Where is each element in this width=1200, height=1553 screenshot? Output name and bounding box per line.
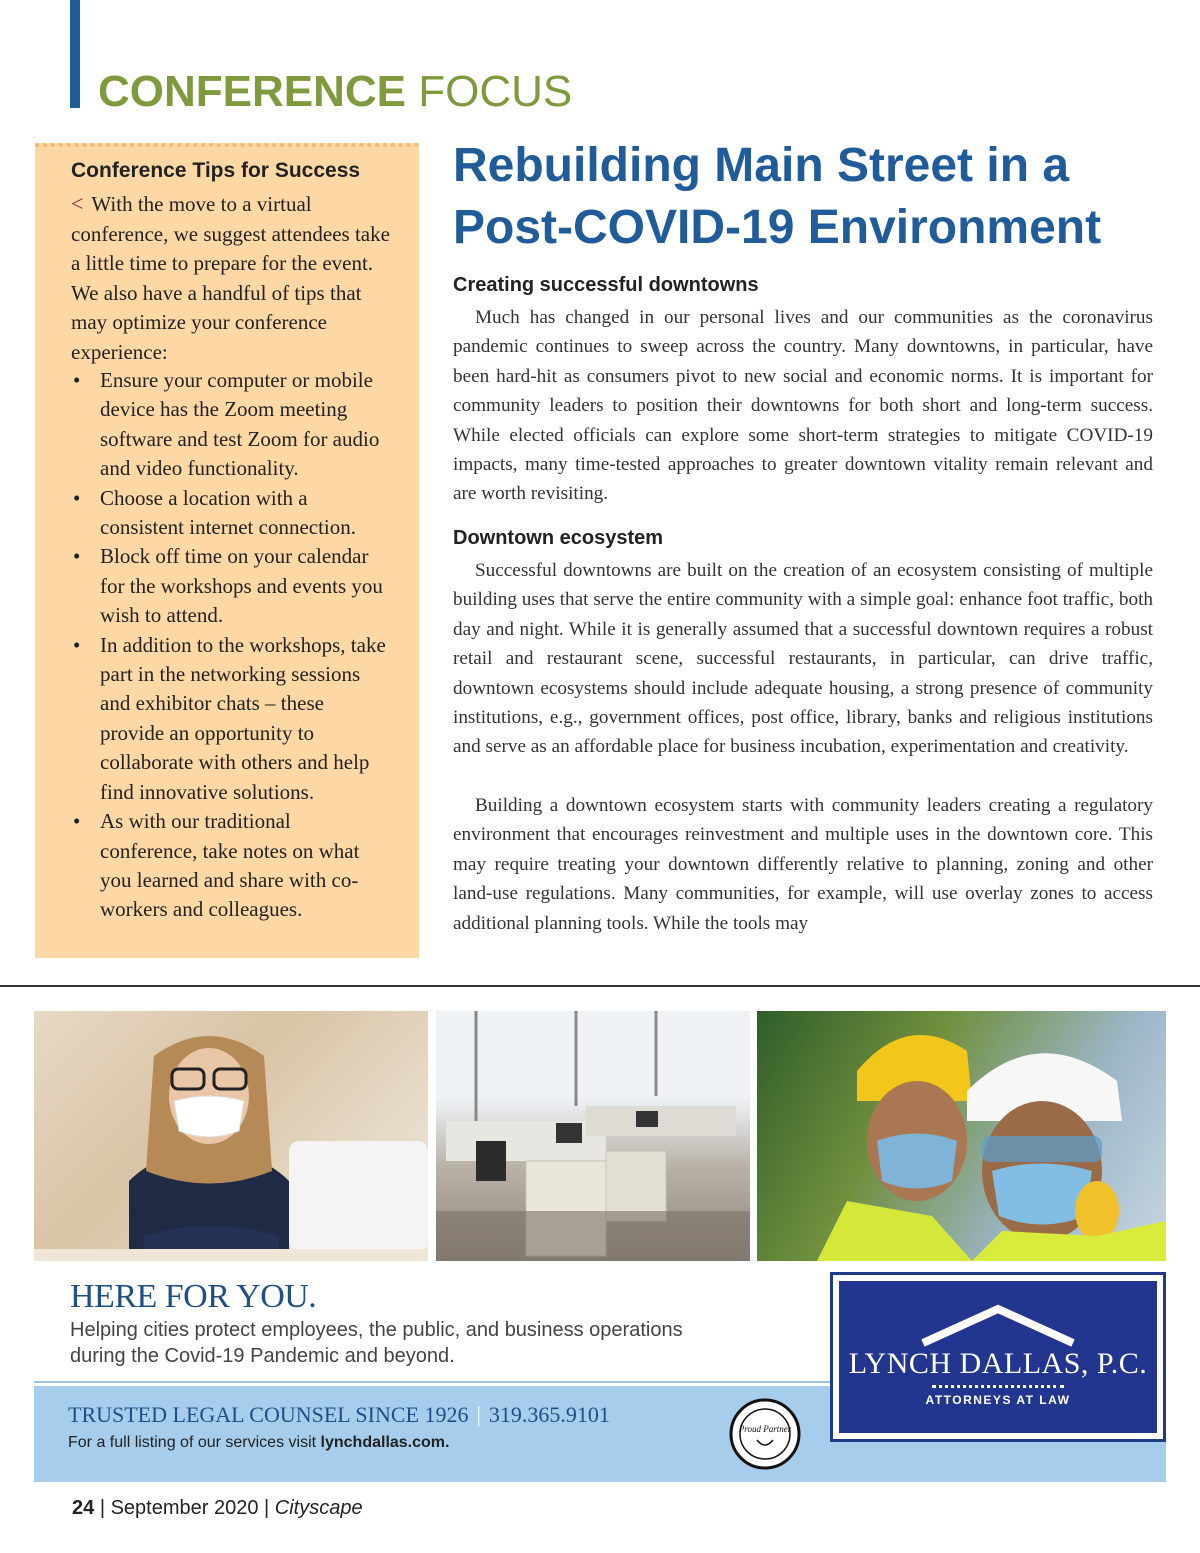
- tip-text: In addition to the workshops, take part in the networking sessions and exhibitor chats – these provide an opportunity to collaborate with others and help find innovative solutions.: [100, 632, 386, 804]
- ad-subheading: Helping cities protect employees, the public, and business operations during the Covid-19 Pandemic and beyond.: [70, 1319, 683, 1367]
- ad-tagline: TRUSTED LEGAL COUNSEL SINCE 1926: [68, 1402, 469, 1427]
- section-divider: [0, 985, 1200, 987]
- logo-dotted-rule: [932, 1385, 1064, 1388]
- bullet-icon: •: [73, 485, 81, 510]
- ad-photo-woman-mask: [34, 1011, 428, 1261]
- publication-name: Cityscape: [274, 1497, 363, 1519]
- footer-separator: |: [264, 1497, 270, 1519]
- article-paragraph: Building a downtown ecosystem starts with community leaders creating a regulatory environment that encourages reinvestment and multiple uses in the downtown core. This may require treating your downtown differently relative to planning, zoning and other land-use regulations. Many communities, for example, will use overlay zones to access additional planning tools. While the tools may: [453, 795, 1153, 934]
- logo-panel: [839, 1281, 1157, 1433]
- article-title: Rebuilding Main Street in a Post-COVID-19 Environment: [453, 139, 1102, 254]
- tips-sidebar: [35, 143, 419, 958]
- ad-tagline-line: [68, 1402, 610, 1428]
- footer-separator: |: [99, 1497, 106, 1519]
- ad-heading: HERE FOR YOU.: [70, 1278, 317, 1315]
- ad-thin-rule: [34, 1381, 830, 1383]
- ad-phone[interactable]: 319.365.9101: [488, 1402, 610, 1427]
- tips-intro-text: With the move to a virtual conference, we suggest attendees take a little time to prepare for the event. We also have a handful of tips that may optimize your conference experience:: [71, 192, 390, 364]
- roof-icon: [919, 1303, 1077, 1347]
- tip-item: [71, 542, 391, 630]
- tips-title: Conference Tips for Success: [71, 159, 361, 182]
- footer-date: September 2020: [110, 1497, 259, 1519]
- tips-list: [71, 366, 391, 925]
- page-number: 24: [72, 1497, 95, 1519]
- office-illustration: [436, 1011, 750, 1261]
- tips-intro: [71, 189, 391, 367]
- partner-seal-icon: [729, 1398, 801, 1470]
- logo-name: LYNCH DALLAS, P.C.: [848, 1347, 1148, 1380]
- chevron-left-icon: <: [71, 191, 84, 216]
- page-footer: [72, 1497, 363, 1520]
- tip-item: [71, 807, 391, 925]
- ad-photo-construction-workers: [757, 1011, 1166, 1261]
- section-heading: [98, 68, 572, 116]
- tip-item: [71, 631, 391, 807]
- construction-workers-illustration: [757, 1011, 1166, 1261]
- article-subheading: Creating successful downtowns: [453, 274, 759, 296]
- tip-item: [71, 366, 391, 484]
- ad-photo-empty-office: [436, 1011, 750, 1261]
- bullet-icon: •: [73, 809, 81, 834]
- ad-website-link[interactable]: lynchdallas.com.: [320, 1434, 450, 1451]
- ad-listing-line: [68, 1434, 449, 1452]
- logo-tagline: ATTORNEYS AT LAW: [925, 1393, 1071, 1407]
- ad-listing-prefix: For a full listing of our services visit: [68, 1434, 317, 1451]
- bullet-icon: •: [73, 544, 81, 569]
- article-paragraph: Successful downtowns are built on the creation of an ecosystem consisting of multiple building uses that serve the entire community with a simple goal: enhance foot traffic, both day and night. While it is generally assumed that a successful downtown requires a robust retail and restaurant scene, successful restaurants, in particular, can drive traffic, downtown ecosystems should include adequate housing, a strong presence of community institutions, e.g., government offices, post office, library, banks and religious institutions and serve as an affordable place for business incubation, experimentation and creativity.: [453, 560, 1153, 758]
- article-paragraph: Much has changed in our personal lives and our communities as the coronavirus pandemic continues to sweep across the country. Many downtowns, in particular, have been hard-hit as consumers pivot to new social and economic norms. It is important for community leaders to position their downtowns for both short and long-term success. While elected officials can explore some short-term strategies to mitigate COVID-19 impacts, many time-tested approaches to greater downtown vitality remain relevant and are worth revisiting.: [453, 307, 1153, 505]
- bullet-icon: •: [73, 368, 81, 392]
- tip-text: Ensure your computer or mobile device has the Zoom meeting software and test Zoom for audio and video functionality.: [100, 368, 380, 481]
- woman-mask-illustration: [34, 1011, 428, 1261]
- tip-item: [71, 484, 391, 543]
- section-accent-bar: [70, 0, 80, 108]
- tip-text: Choose a location with a consistent internet connection.: [100, 485, 357, 540]
- ad-separator: |: [476, 1402, 481, 1427]
- section-heading-light: FOCUS: [418, 67, 573, 116]
- tip-text: Block off time on your calendar for the workshops and events you wish to attend.: [100, 544, 383, 628]
- article-subheading: Downtown ecosystem: [453, 527, 664, 549]
- law-firm-logo: [830, 1272, 1166, 1442]
- seal-text: Proud Partner: [738, 1424, 792, 1434]
- section-heading-bold: CONFERENCE: [98, 67, 407, 116]
- bullet-icon: •: [73, 632, 81, 657]
- tip-text: As with our traditional conference, take notes on what you learned and share with co-workers and colleagues.: [100, 809, 360, 922]
